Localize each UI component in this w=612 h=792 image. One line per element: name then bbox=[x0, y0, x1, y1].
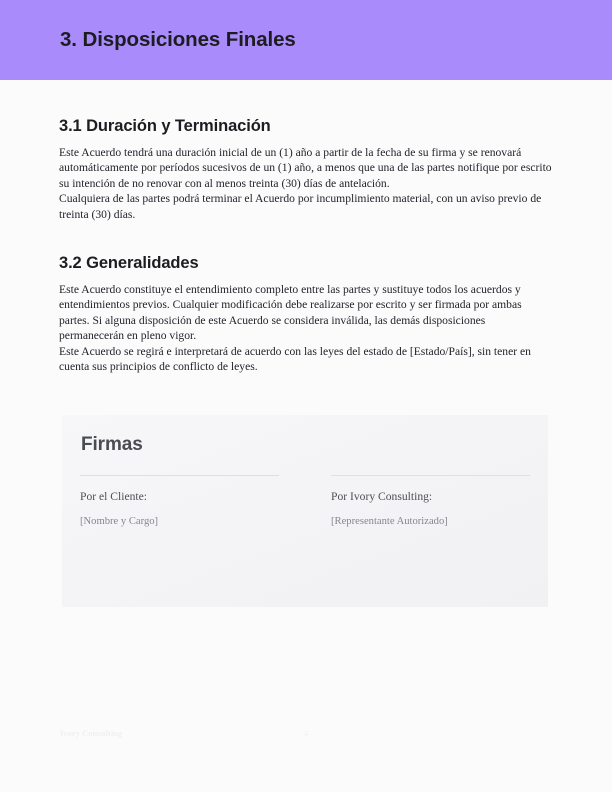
page-footer bbox=[0, 729, 612, 745]
signature-block-client bbox=[80, 475, 279, 527]
signature-line-company bbox=[331, 475, 530, 476]
section-3-2-paragraph-2: Este Acuerdo se regirá e interpretará de acuerdo con las leyes del estado de [Estado/País], sin tener en cuenta sus principios de conflicto de leyes. bbox=[59, 344, 531, 374]
section-3-2 bbox=[59, 254, 553, 374]
signature-panel bbox=[62, 415, 548, 607]
section-3-2-paragraph-1: Este Acuerdo constituye el entendimiento completo entre las partes y sustituye todos los acuerdos y entendimientos previos. Cualquier modificación debe realizarse por escrito y ser firmada por ambas partes. Si alguna disposición de este Acuerdo se considera inválida, las demás disposiciones permanecerán en pleno vigor. bbox=[59, 283, 522, 343]
signature-role-label-company: Por Ivory Consulting: bbox=[331, 490, 433, 503]
footer-company-name: Ivory Consulting bbox=[60, 729, 123, 738]
signature-line-client bbox=[80, 475, 279, 476]
signature-placeholder-client: [Nombre y Cargo] bbox=[80, 516, 159, 527]
section-3-1 bbox=[59, 117, 553, 222]
signature-block-company bbox=[331, 475, 530, 527]
section-3-2-heading: 3.2 Generalidades bbox=[59, 254, 199, 272]
signature-panel-title: Firmas bbox=[81, 434, 143, 455]
page-header-band bbox=[0, 0, 612, 80]
section-3-1-paragraph-2: Cualquiera de las partes podrá terminar el Acuerdo por incumplimiento material, con un aviso previo de treinta (30) días. bbox=[59, 192, 542, 221]
section-3-1-heading: 3.1 Duración y Terminación bbox=[59, 117, 271, 135]
signature-placeholder-company: [Representante Autorizado] bbox=[331, 516, 448, 527]
footer-page-number: 4 bbox=[303, 729, 309, 738]
section-3-1-paragraph-1: Este Acuerdo tendrá una duración inicial de un (1) año a partir de la fecha de su firma y se renovará automáticamente por períodos sucesivos de un (1) año, a menos que una de las partes notifique por escrito su intención de no renovar con al menos treinta (30) días de antelación. bbox=[59, 146, 552, 190]
signature-columns bbox=[62, 475, 548, 527]
signature-role-label-client: Por el Cliente: bbox=[80, 490, 147, 503]
page-title: 3. Disposiciones Finales bbox=[60, 28, 296, 51]
